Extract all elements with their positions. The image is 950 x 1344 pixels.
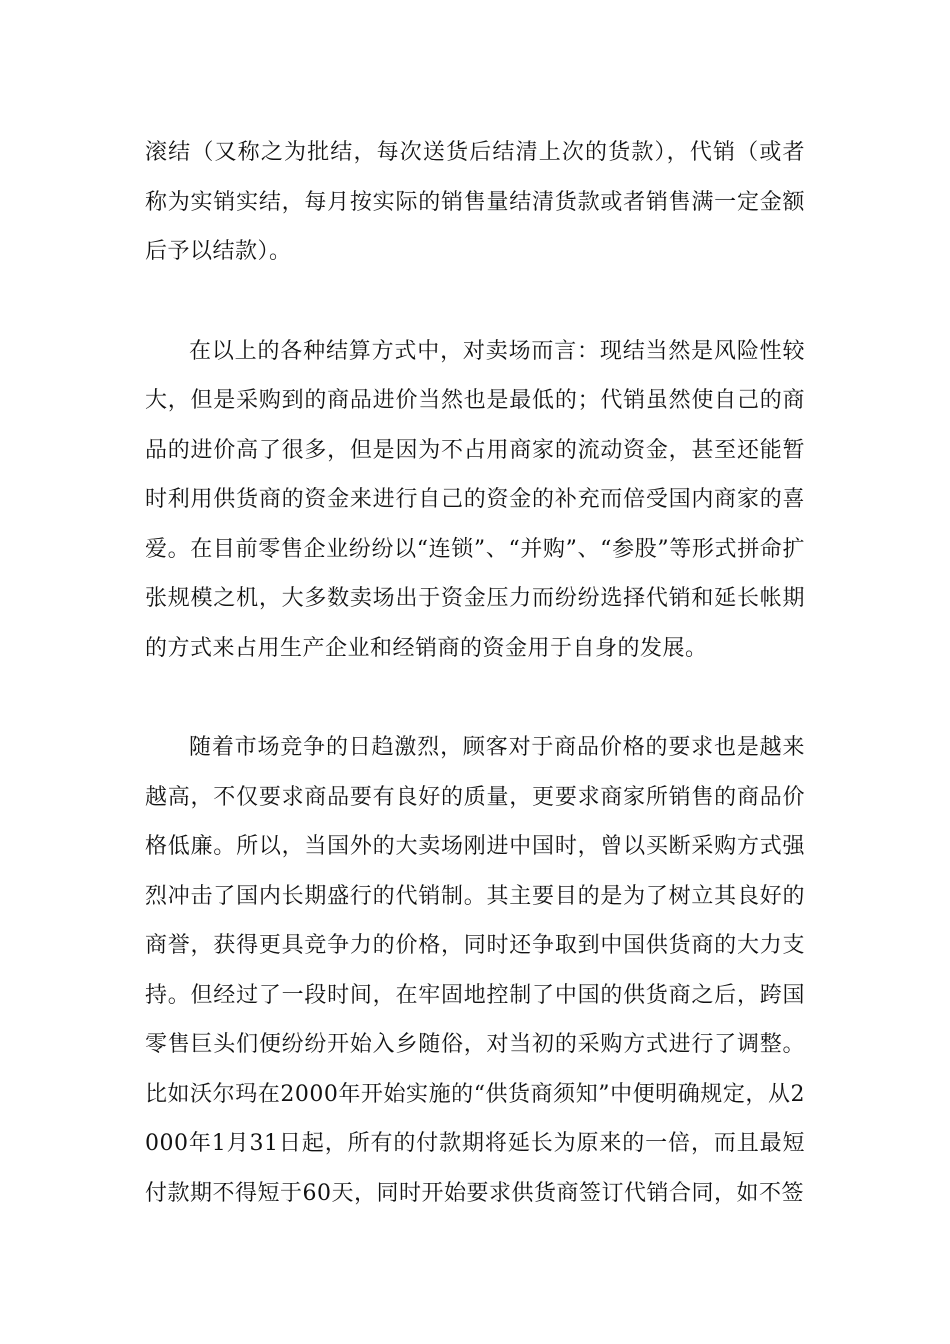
document-body	[145, 128, 805, 1218]
paragraph-spacer	[145, 277, 805, 327]
paragraph-spacer	[145, 673, 805, 723]
paragraph-1: 滚结（又称之为批结，每次送货后结清上次的货款），代销（或者称为实销实结，每月按实际的销售量结清货款或者销售满一定金额后予以结款）。	[145, 140, 805, 264]
paragraph-3: 随着市场竞争的日趋激烈，顾客对于商品价格的要求也是越来越高，不仅要求商品要有良好的质量，更要求商家所销售的商品价格低廉。所以，当国外的大卖场刚进中国时，曾以买断采购方式强烈冲击了国内长期盛行的代销制。其主要目的是为了树立其良好的商誉，获得更具竞争力的价格，同时还争取到中国供货商的大力支持。但经过了一段时间，在牢固地控制了中国的供货商之后，跨国零售巨头们便纷纷开始入乡随俗，对当初的采购方式进行了调整。比如沃尔玛在2000年开始实施的“供货商须知”中便明确规定，从2000年1月31日起，所有的付款期将延长为原来的一倍，而且最短付款期不得短于60天，同时开始要求供货商签订代销合同，如不签	[145, 735, 805, 1206]
paragraph-2: 在以上的各种结算方式中，对卖场而言：现结当然是风险性较大，但是采购到的商品进价当然也是最低的；代销虽然使自己的商品的进价高了很多，但是因为不占用商家的流动资金，甚至还能暂时利用供货商的资金来进行自己的资金的补充而倍受国内商家的喜爱。在目前零售企业纷纷以“连锁”、“并购”、“参股”等形式拼命扩张规模之机，大多数卖场出于资金压力而纷纷选择代销和延长帐期的方式来占用生产企业和经销商的资金用于自身的发展。	[145, 338, 805, 661]
